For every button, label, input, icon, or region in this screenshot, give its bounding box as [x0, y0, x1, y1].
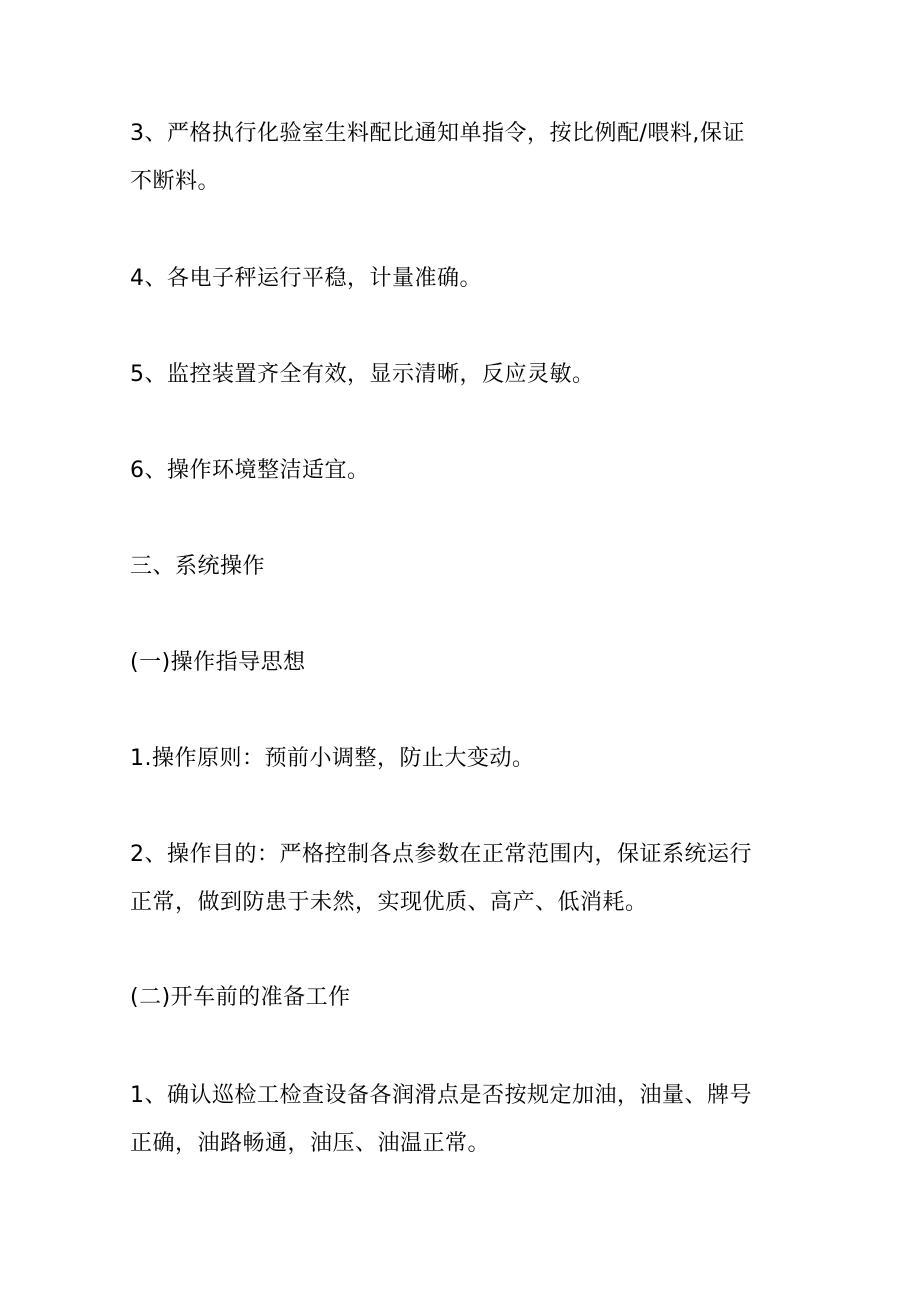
paragraph-item-3 [130, 110, 790, 206]
paragraph-line: 不断料。 [130, 169, 221, 194]
paragraph-operation-purpose [130, 831, 790, 927]
paragraph-line: 2、操作目的：严格控制各点参数在正常范围内，保证系统运行 [130, 842, 752, 867]
paragraph-item-4 [130, 255, 790, 303]
paragraph-line: 1、确认巡检工检查设备各润滑点是否按规定加油，油量、牌号 [130, 1083, 752, 1108]
paragraph-line: 5、监控装置齐全有效，显示清晰，反应灵敏。 [130, 362, 595, 387]
paragraph-lubrication-check [130, 1072, 790, 1168]
paragraph-line: (一)操作指导思想 [130, 650, 306, 675]
paragraph-line: (二)开车前的准备工作 [130, 985, 351, 1010]
paragraph-item-6 [130, 447, 790, 495]
paragraph-line: 3、严格执行化验室生料配比通知单指令，按比例配/喂料,保证 [130, 121, 745, 146]
paragraph-line: 正常，做到防患于未然，实现优质、高产、低消耗。 [130, 890, 648, 915]
paragraph-line: 1.操作原则：预前小调整，防止大变动。 [130, 746, 535, 771]
paragraph-item-5 [130, 351, 790, 399]
paragraph-line: 6、操作环境整洁适宜。 [130, 458, 370, 483]
paragraph-line: 三、系统操作 [130, 554, 266, 579]
section-heading-system-operation [130, 543, 790, 591]
paragraph-line: 4、各电子秤运行平稳，计量准确。 [130, 266, 482, 291]
subsection-heading-preparation [130, 974, 790, 1022]
paragraph-operation-principle [130, 735, 790, 783]
paragraph-line: 正确，油路畅通，油压、油温正常。 [130, 1131, 491, 1156]
subsection-heading-guiding-thoughts [130, 639, 790, 687]
